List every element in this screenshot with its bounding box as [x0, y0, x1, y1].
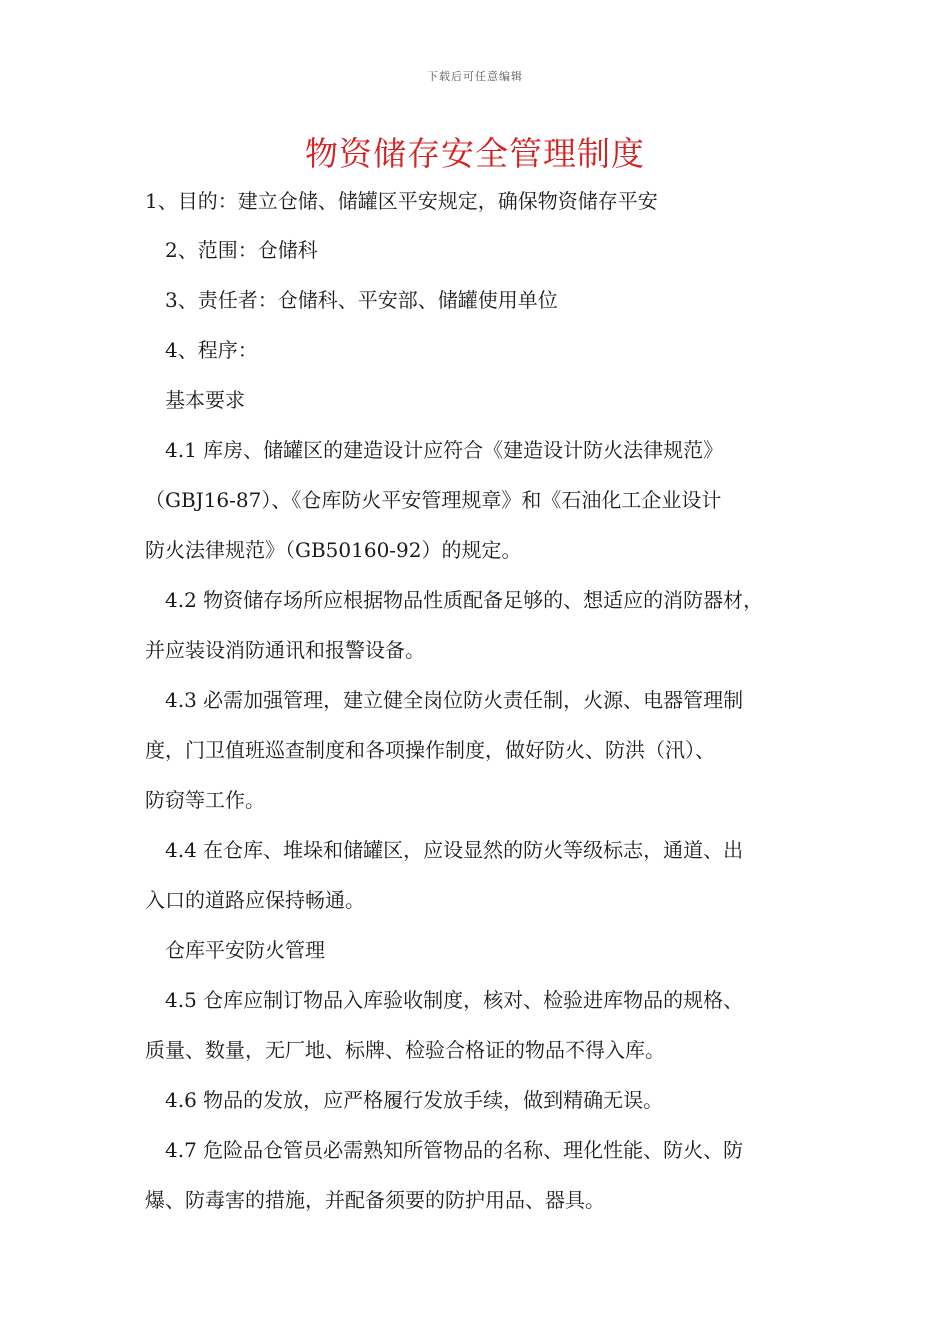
paragraph-4-1-line-2: （GBJ16-87）、《仓库防火平安管理规章》和《石油化工企业设计 [145, 488, 722, 512]
section-heading-fire: 仓库平安防火管理 [165, 938, 325, 962]
paragraph-4-2-line-2: 并应装设消防通讯和报警设备。 [145, 638, 425, 662]
paragraph-4-1-line-3: 防火法律规范》（GB50160-92）的规定。 [145, 538, 522, 562]
section-heading-basic: 基本要求 [165, 388, 245, 412]
paragraph-4-5-line-1: 4.5 仓库应制订物品入库验收制度，核对、检验进库物品的规格、 [165, 988, 744, 1012]
paragraph-4-4-line-1: 4.4 在仓库、堆垛和储罐区，应设显然的防火等级标志，通道、出 [165, 838, 744, 862]
paragraph-4-7-line-2: 爆、防毒害的措施，并配备须要的防护用品、器具。 [145, 1188, 605, 1212]
paragraph-4-6-line-1: 4.6 物品的发放，应严格履行发放手续，做到精确无误。 [165, 1088, 664, 1112]
paragraph-4-1-line-1: 4.1 库房、储罐区的建造设计应符合《建造设计防火法律规范》 [165, 438, 724, 462]
paragraph-4-2-line-1: 4.2 物资储存场所应根据物品性质配备足够的、想适应的消防器材， [165, 588, 764, 612]
paragraph-4-3-line-2: 度，门卫值班巡查制度和各项操作制度，做好防火、防洪（汛）、 [145, 738, 715, 762]
paragraph-4-3-line-3: 防窃等工作。 [145, 788, 265, 812]
line-purpose: 1、目的：建立仓储、储罐区平安规定，确保物资储存平安 [145, 189, 658, 213]
line-procedure: 4、程序： [165, 338, 258, 362]
line-scope: 2、范围：仓储科 [165, 238, 318, 262]
paragraph-4-7-line-1: 4.7 危险品仓管员必需熟知所管物品的名称、理化性能、防火、防 [165, 1138, 744, 1162]
line-responsible: 3、责任者：仓储科、平安部、储罐使用单位 [165, 288, 558, 312]
page-header: 下载后可任意编辑 [427, 70, 523, 83]
paragraph-4-5-line-2: 质量、数量，无厂地、标牌、检验合格证的物品不得入库。 [145, 1038, 665, 1062]
document-title: 物资储存安全管理制度 [305, 134, 645, 173]
paragraph-4-3-line-1: 4.3 必需加强管理，建立健全岗位防火责任制，火源、电器管理制 [165, 688, 744, 712]
paragraph-4-4-line-2: 入口的道路应保持畅通。 [145, 888, 365, 912]
